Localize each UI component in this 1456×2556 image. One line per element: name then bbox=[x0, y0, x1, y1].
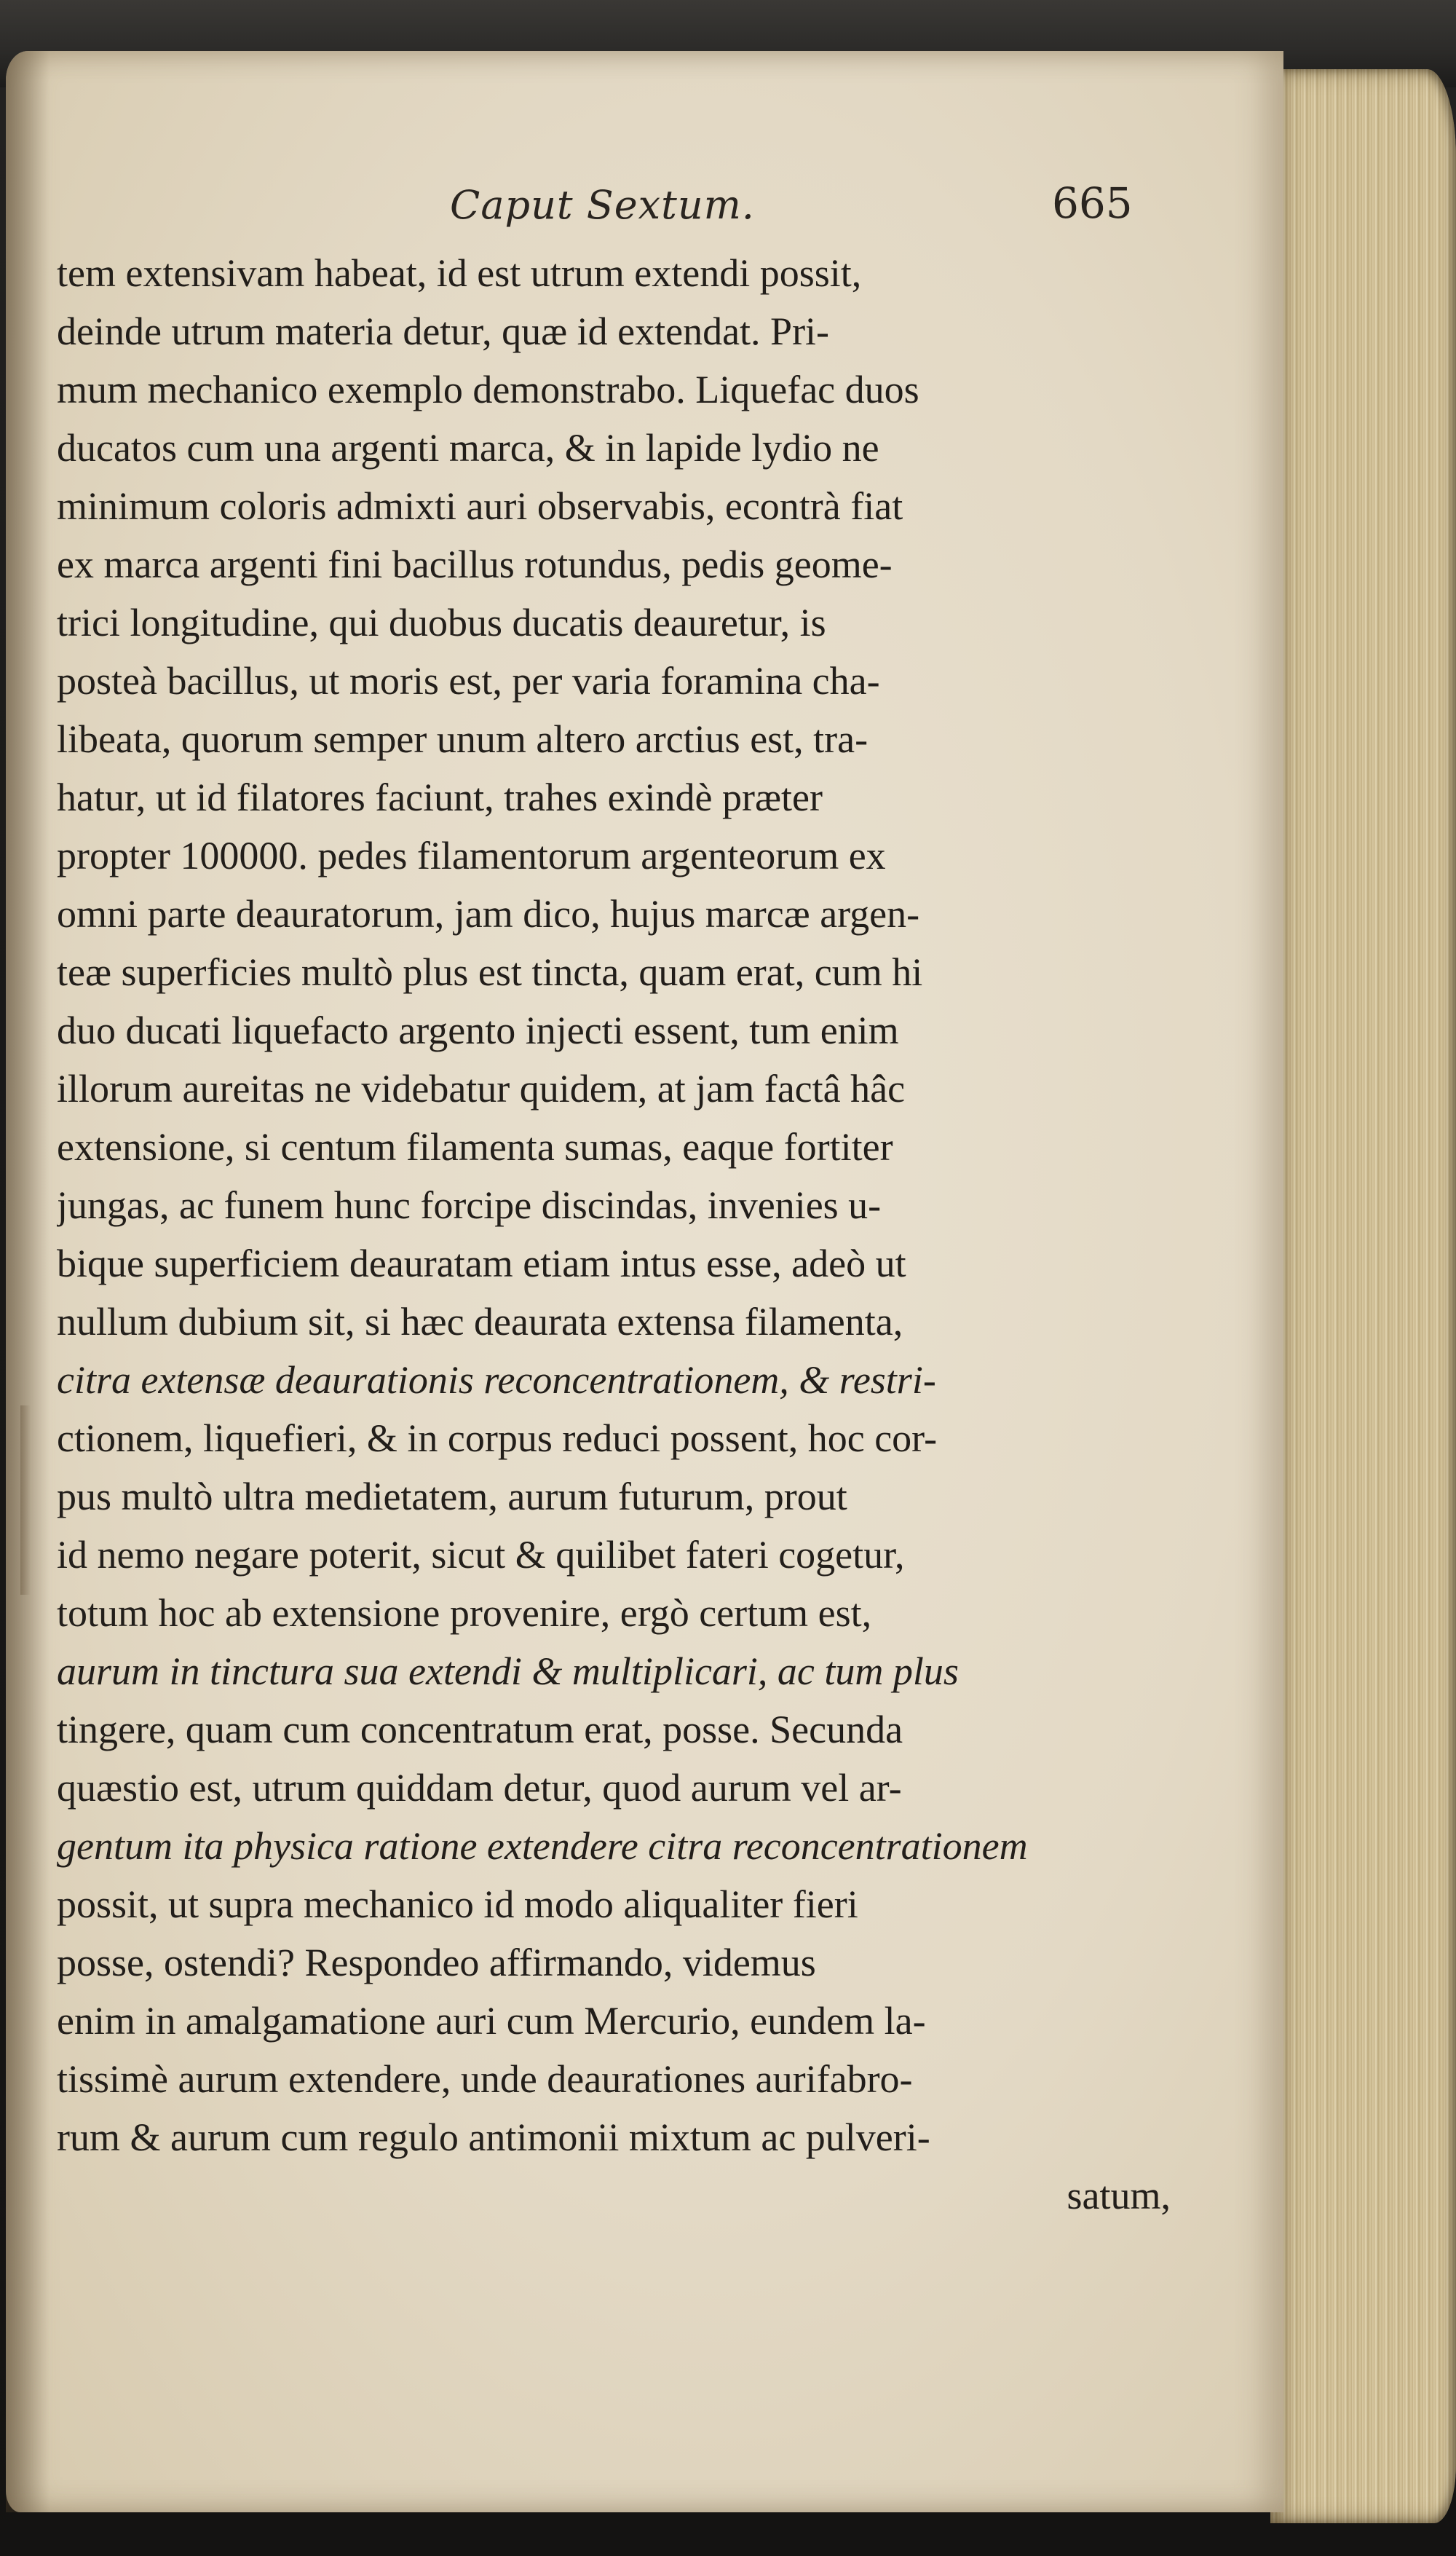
text-line: aurum in tinctura sua extendi & multiplicari, ac tum plus bbox=[57, 1649, 959, 1693]
text-line: enim in amalgamatione auri cum Mercurio, eundem la- bbox=[57, 1999, 926, 2043]
running-head: Caput Sextum. bbox=[450, 182, 755, 228]
binding-mark bbox=[20, 1405, 31, 1595]
book-page bbox=[6, 51, 1283, 2512]
text-line: omni parte deauratorum, jam dico, hujus marcæ argen- bbox=[57, 892, 920, 936]
text-line: tem extensivam habeat, id est utrum extendi possit, bbox=[57, 251, 862, 295]
text-line: totum hoc ab extensione provenire, ergò certum est, bbox=[57, 1591, 872, 1635]
text-line: jungas, ac funem hunc forcipe discindas, invenies u- bbox=[57, 1183, 882, 1227]
text-line: propter 100000. pedes filamentorum argenteorum ex bbox=[57, 834, 886, 877]
text-line: hatur, ut id filatores faciunt, trahes exindè præter bbox=[57, 776, 823, 819]
gutter-shadow bbox=[6, 51, 50, 2512]
text-line: nullum dubium sit, si hæc deaurata extensa filamenta, bbox=[57, 1300, 903, 1344]
text-line: ctionem, liquefieri, & in corpus reduci possent, hoc cor- bbox=[57, 1416, 938, 1460]
text-line: trici longitudine, qui duobus ducatis deauretur, is bbox=[57, 601, 826, 644]
text-line: duo ducati liquefacto argento injecti essent, tum enim bbox=[57, 1009, 899, 1052]
text-line: tissimè aurum extendere, unde deaurationes aurifabro- bbox=[57, 2057, 913, 2101]
text-line: ducatos cum una argenti marca, & in lapide lydio ne bbox=[57, 426, 879, 470]
text-line: libeata, quorum semper unum altero arctius est, tra- bbox=[57, 717, 869, 761]
text-line: id nemo negare poterit, sicut & quilibet fateri cogetur, bbox=[57, 1533, 905, 1577]
page-number: 665 bbox=[1052, 178, 1133, 228]
text-line: possit, ut supra mechanico id modo aliqualiter fieri bbox=[57, 1882, 858, 1926]
text-line: rum & aurum cum regulo antimonii mixtum ac pulveri- bbox=[57, 2115, 930, 2159]
text-line: illorum aureitas ne videbatur quidem, at jam factâ hâc bbox=[57, 1067, 906, 1111]
text-line: ex marca argenti fini bacillus rotundus, pedis geome- bbox=[57, 543, 893, 586]
text-line: teæ superficies multò plus est tincta, quam erat, cum hi bbox=[57, 950, 923, 994]
text-line: extensione, si centum filamenta sumas, eaque fortiter bbox=[57, 1125, 893, 1169]
text-line: gentum ita physica ratione extendere citra reconcentrationem bbox=[57, 1824, 1028, 1868]
text-line: minimum coloris admixti auri observabis, econtrà fiat bbox=[57, 484, 903, 528]
text-line: pus multò ultra medietatem, aurum futurum, prout bbox=[57, 1475, 847, 1518]
catchword: satum, bbox=[1067, 2174, 1171, 2217]
text-line: quæstio est, utrum quiddam detur, quod aurum vel ar- bbox=[57, 1766, 902, 1810]
text-line: posteà bacillus, ut moris est, per varia foramina cha- bbox=[57, 659, 880, 703]
text-line: posse, ostendi? Respondeo affirmando, videmus bbox=[57, 1941, 816, 1984]
text-line: citra extensæ deaurationis reconcentrationem, & restri- bbox=[57, 1358, 936, 1402]
text-line: tingere, quam cum concentratum erat, posse. Secunda bbox=[57, 1708, 903, 1751]
text-line: deinde utrum materia detur, quæ id extendat. Pri- bbox=[57, 309, 830, 353]
page-block-edges bbox=[1270, 69, 1456, 2523]
text-line: bique superficiem deauratam etiam intus esse, adeò ut bbox=[57, 1242, 906, 1285]
text-line: mum mechanico exemplo demonstrabo. Liquefac duos bbox=[57, 368, 919, 411]
